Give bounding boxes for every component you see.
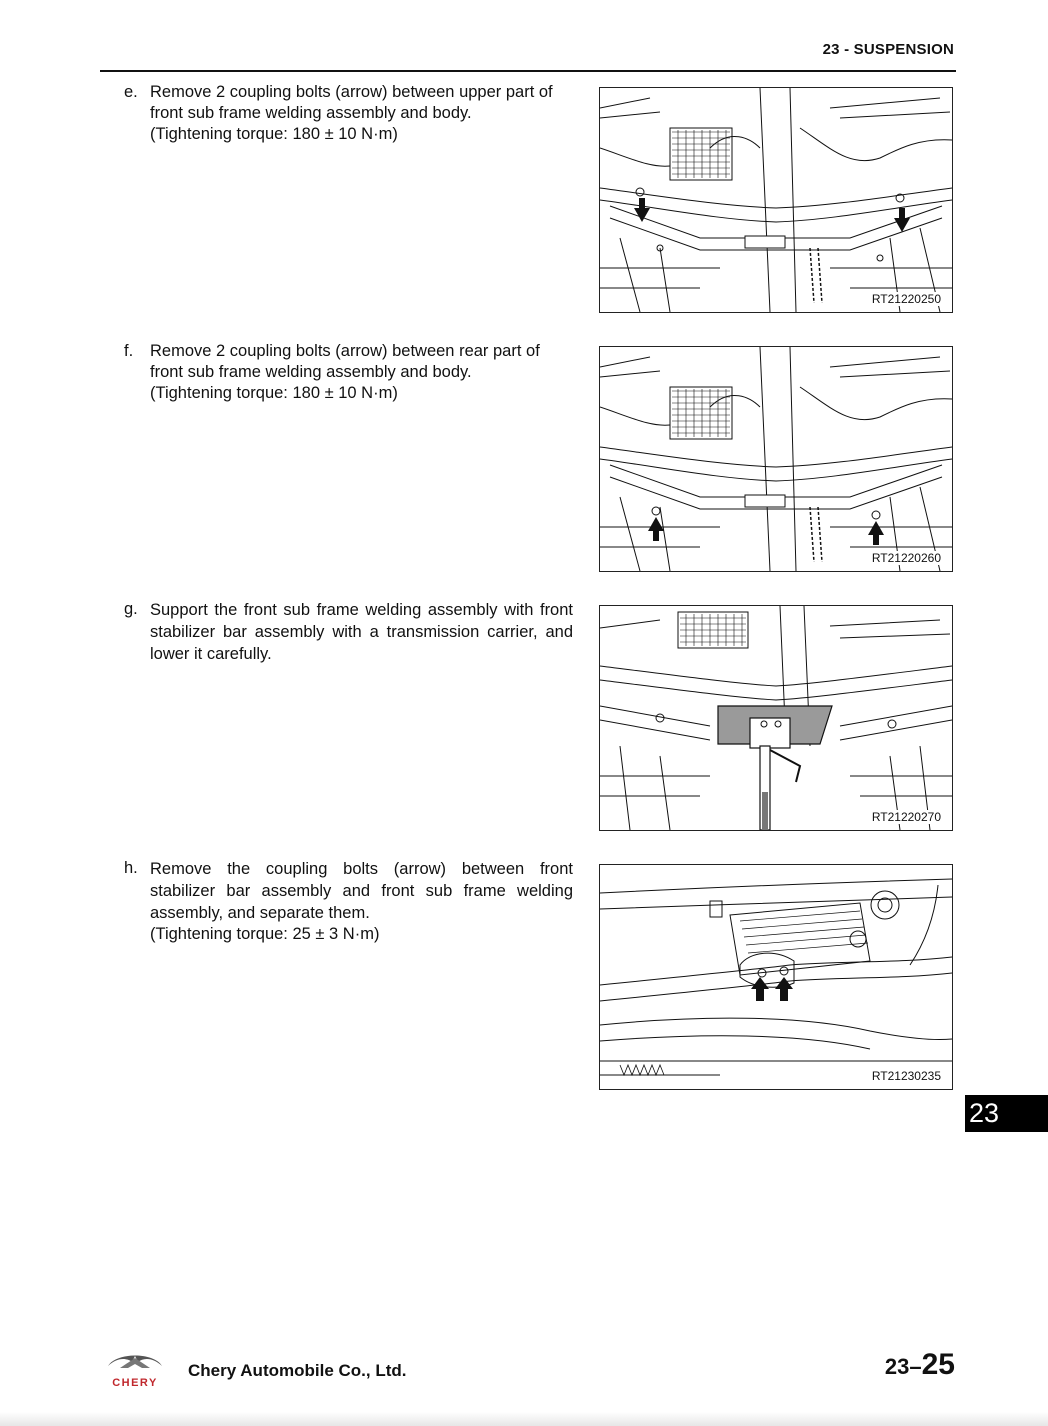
figure-stabilizer-bolts — [599, 864, 953, 1090]
page-dash: – — [909, 1354, 922, 1379]
step-f — [124, 341, 573, 404]
page-index: 25 — [921, 1348, 955, 1381]
figure-transmission-carrier — [599, 605, 953, 831]
page-bottom-shadow — [0, 1412, 1048, 1426]
logo-wordmark: CHERY — [112, 1377, 158, 1388]
step-instruction: Remove the coupling bolts (arrow) between front stabilizer bar assembly and front sub frame welding assembly, and separate them. — [150, 860, 573, 922]
step-h — [124, 858, 573, 945]
step-instruction: Remove 2 coupling bolts (arrow) between rear part of front sub frame welding assembly and body. — [150, 342, 540, 381]
figure-code: RT21220270 — [871, 810, 941, 824]
page-number — [885, 1348, 955, 1382]
subframe-underside-illustration — [600, 347, 952, 571]
section-title: 23 - SUSPENSION — [822, 41, 954, 58]
figure-upper-bolts — [599, 87, 953, 313]
bolt-arrow — [868, 521, 884, 545]
bolt-arrow — [648, 517, 664, 541]
header-divider — [100, 70, 956, 72]
figure-rear-bolts — [599, 346, 953, 572]
step-g — [124, 599, 573, 665]
step-e — [124, 82, 573, 145]
step-letter: h. — [124, 859, 138, 877]
stabilizer-bar-illustration — [600, 865, 952, 1089]
subframe-underside-illustration — [600, 88, 952, 312]
step-instruction: Support the front sub frame welding assembly with front stabilizer bar assembly with a transmission carrier, and lower it carefully. — [150, 601, 573, 663]
company-name: Chery Automobile Co., Ltd. — [188, 1361, 407, 1380]
step-letter: e. — [124, 83, 138, 101]
figure-code: RT21220260 — [871, 551, 941, 565]
figure-code: RT21230235 — [871, 1069, 941, 1083]
step-torque: (Tightening torque: 180 ± 10 N·m) — [150, 125, 398, 143]
step-instruction: Remove 2 coupling bolts (arrow) between upper part of front sub frame welding assembly and body. — [150, 83, 553, 122]
step-letter: f. — [124, 342, 134, 360]
bolt-arrow — [751, 977, 769, 1001]
step-torque: (Tightening torque: 25 ± 3 N·m) — [150, 925, 380, 943]
step-torque: (Tightening torque: 180 ± 10 N·m) — [150, 384, 398, 402]
bolt-arrow — [894, 208, 910, 232]
chapter-tab: 23 — [965, 1095, 1048, 1132]
page-chapter: 23 — [884, 1354, 910, 1379]
transmission-carrier-illustration — [600, 606, 952, 830]
chery-logo — [102, 1348, 168, 1388]
step-letter: g. — [124, 600, 138, 618]
figure-code: RT21220250 — [871, 292, 941, 306]
bolt-arrow — [634, 198, 650, 222]
